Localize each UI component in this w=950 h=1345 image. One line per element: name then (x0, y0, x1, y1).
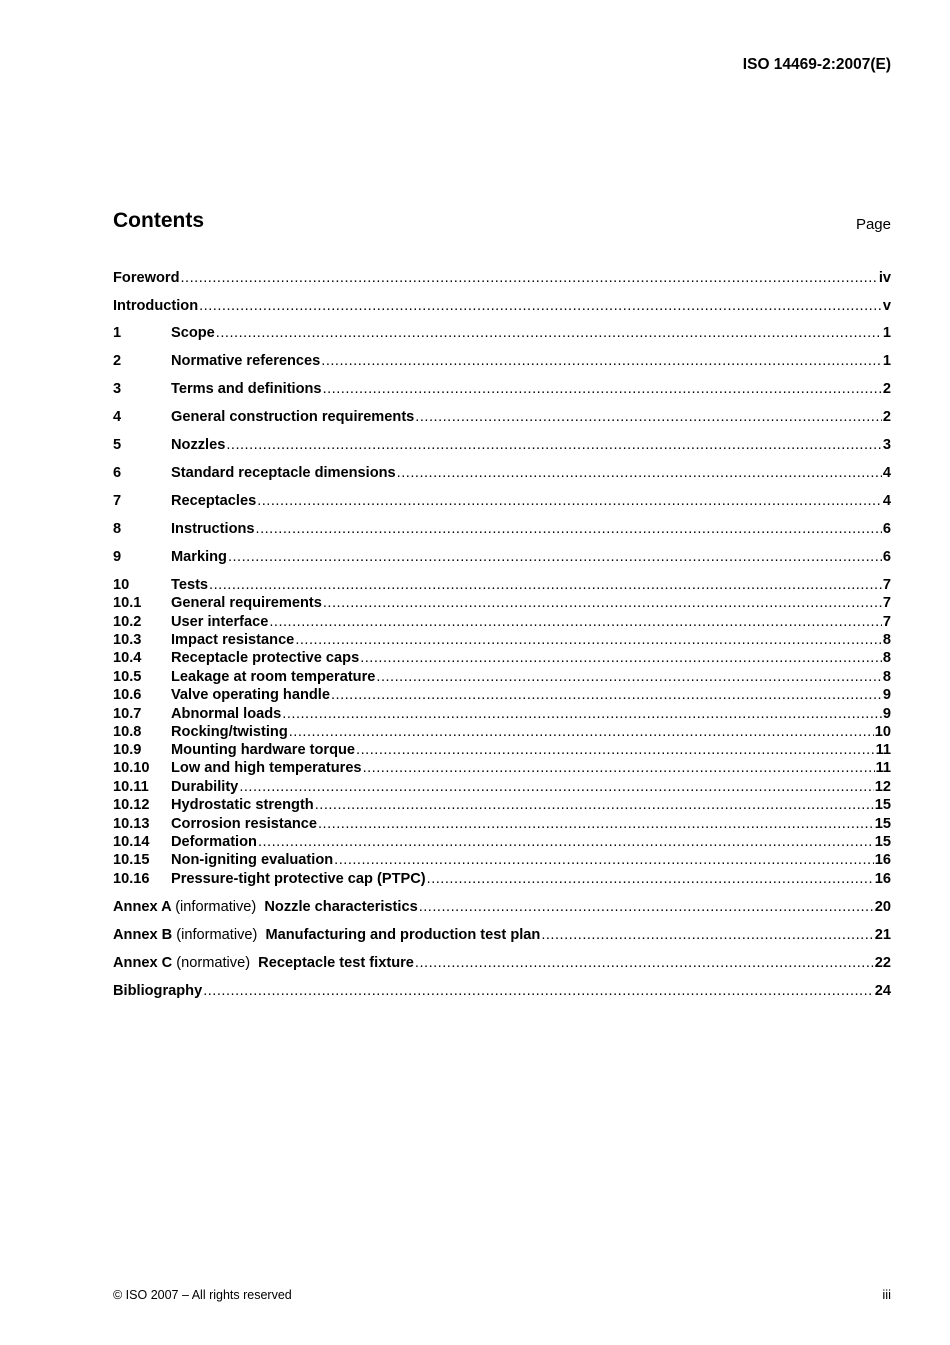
toc-entry-number: 6 (113, 465, 122, 481)
toc-entry-number: 10.7 (113, 706, 142, 722)
toc-entry-number: 9 (113, 549, 122, 565)
toc-entry[interactable] (113, 833, 891, 852)
toc-entry-page: 2 (882, 381, 891, 397)
toc-entry-number: 10.13 (113, 816, 150, 832)
dot-leader (323, 380, 882, 399)
toc-entry-number: 10.8 (113, 724, 142, 740)
toc-entry-text: Scope (171, 325, 215, 341)
toc-entry[interactable] (113, 548, 891, 567)
toc-entry-number: 10.4 (113, 650, 142, 666)
toc-entry-number: 8 (113, 521, 122, 537)
dot-leader (356, 741, 875, 760)
page-column-label: Page (855, 216, 891, 233)
toc-entry-text: Normative references (171, 353, 321, 369)
toc-entry-text: Marking (171, 549, 227, 565)
dot-leader (323, 594, 882, 613)
toc-entry-text: Introduction (113, 298, 199, 314)
toc-entry[interactable] (113, 778, 891, 797)
toc-entry[interactable] (113, 741, 891, 760)
toc-entry-text: Terms and definitions (171, 381, 322, 397)
toc-entry-number: 10 (113, 577, 130, 593)
toc-entry-text: User interface (171, 614, 269, 630)
toc-entry-number: 10.15 (113, 852, 150, 868)
toc-entry-page: 24 (874, 983, 891, 999)
toc-entry-text: Impact resistance (171, 632, 295, 648)
toc-entry-text: Corrosion resistance (171, 816, 317, 832)
toc-entry-text: Pressure-tight protective cap (PTPC) (171, 871, 426, 887)
toc-entry-number: 10.12 (113, 797, 150, 813)
dot-leader (209, 576, 882, 595)
toc-entry[interactable] (113, 380, 891, 399)
toc-entry-page: 4 (882, 493, 891, 509)
toc-entry-page: 9 (882, 706, 891, 722)
dot-leader (376, 668, 881, 687)
toc-entry-text: Instructions (171, 521, 255, 537)
toc-entry-text: Valve operating handle (171, 687, 330, 703)
toc-entry-text: Mounting hardware torque (171, 742, 356, 758)
dot-leader (419, 898, 874, 917)
dot-leader (258, 833, 874, 852)
dot-leader (541, 926, 873, 945)
toc-entry-page: 12 (874, 779, 891, 795)
dot-leader (180, 269, 877, 288)
toc-entry-number: 10.14 (113, 834, 150, 850)
dot-leader (203, 982, 874, 1001)
dot-leader (315, 796, 874, 815)
toc-entry-page: 16 (874, 871, 891, 887)
toc-entry[interactable] (113, 631, 891, 650)
dot-leader (199, 297, 882, 316)
annex-label: Annex B (113, 927, 173, 943)
toc-entry-bibliography[interactable] (113, 982, 891, 1001)
toc-entry-page: 8 (882, 650, 891, 666)
dot-leader (427, 870, 874, 889)
toc-entry-number: 10.16 (113, 871, 150, 887)
toc-entry-number: 3 (113, 381, 122, 397)
toc-entry[interactable] (113, 613, 891, 632)
toc-entry-number: 10.9 (113, 742, 142, 758)
toc-entry[interactable] (113, 352, 891, 371)
toc-entry[interactable] (113, 815, 891, 834)
toc-entry-page: 1 (882, 353, 891, 369)
dot-leader (415, 408, 882, 427)
toc-entry-page: 15 (874, 797, 891, 813)
toc-entry-annex-c[interactable] (113, 954, 891, 973)
toc-entry-text: Standard receptacle dimensions (171, 465, 396, 481)
toc-entry-number: 10.11 (113, 779, 149, 795)
toc-entry-page: 6 (882, 549, 891, 565)
toc-entry-text: Nozzles (171, 437, 226, 453)
toc-entry-text: General construction requirements (171, 409, 415, 425)
toc-entry-text: Foreword (113, 270, 180, 286)
dot-leader (360, 649, 882, 668)
dot-leader (318, 815, 874, 834)
toc-entry-page: 11 (875, 760, 891, 776)
toc-entry[interactable] (113, 723, 891, 742)
toc-entry-number: 7 (113, 493, 122, 509)
toc-entry[interactable] (113, 705, 891, 724)
dot-leader (216, 324, 882, 343)
dot-leader (415, 954, 874, 973)
toc-entry[interactable] (113, 668, 891, 687)
toc-entry[interactable] (113, 686, 891, 705)
toc-entry-page: 7 (882, 595, 891, 611)
toc-entry-number: 10.10 (113, 760, 150, 776)
toc-entry-page: 20 (874, 899, 891, 915)
toc-entry-introduction[interactable] (113, 297, 891, 316)
page-number: iii (882, 1287, 891, 1302)
toc-entry-page: 4 (882, 465, 891, 481)
toc-entry-text: Durability (171, 779, 239, 795)
toc-entry[interactable] (113, 408, 891, 427)
annex-label: Annex C (113, 955, 173, 971)
toc-entry-text: Non-igniting evaluation (171, 852, 334, 868)
toc-entry-text: General requirements (171, 595, 322, 611)
annex-title: Manufacturing and production test plan (265, 927, 541, 943)
toc-entry[interactable] (113, 464, 891, 483)
toc-entry-text (113, 954, 414, 973)
toc-entry[interactable] (113, 870, 891, 889)
toc-entry-text: Hydrostatic strength (171, 797, 314, 813)
toc-entry-page: 16 (874, 852, 891, 868)
dot-leader (269, 613, 882, 632)
toc-entry[interactable] (113, 324, 891, 343)
toc-entry-page: 2 (882, 409, 891, 425)
toc-entry-text: Abnormal loads (171, 706, 282, 722)
toc-entry-text: Tests (171, 577, 209, 593)
toc-entry[interactable] (113, 492, 891, 511)
toc-entry-number: 2 (113, 353, 122, 369)
copyright-notice: © ISO 2007 – All rights reserved (113, 1288, 292, 1302)
toc-entry-page: 1 (882, 325, 891, 341)
dot-leader (226, 436, 882, 455)
toc-entry-text: Bibliography (113, 983, 203, 999)
toc-entry-text: Rocking/twisting (171, 724, 288, 740)
toc-entry-annex-a[interactable] (113, 898, 891, 917)
toc-entry-number: 10.2 (113, 614, 142, 630)
dot-leader (363, 759, 875, 778)
toc-entry-page: 9 (882, 687, 891, 703)
toc-entry-page: 21 (874, 927, 891, 943)
toc-entry-number: 10.6 (113, 687, 142, 703)
annex-type: (normative) (176, 955, 251, 971)
dot-leader (321, 352, 882, 371)
annex-type: (informative) (175, 899, 257, 915)
toc-entry-page: 15 (874, 816, 891, 832)
toc-entry-number: 10.3 (113, 632, 142, 648)
dot-leader (282, 705, 882, 724)
toc-entry-number: 10.1 (113, 595, 142, 611)
toc-entry[interactable] (113, 796, 891, 815)
toc-entry-annex-b[interactable] (113, 926, 891, 945)
toc-entry-page: v (882, 298, 891, 314)
toc-entry-page: 6 (882, 521, 891, 537)
toc-entry-text: Low and high temperatures (171, 760, 362, 776)
toc-entry-number: 4 (113, 409, 122, 425)
toc-entry-number: 10.5 (113, 669, 142, 685)
toc-entry-page: iv (878, 270, 891, 286)
toc-entry-page: 8 (882, 632, 891, 648)
toc-entry-text (113, 898, 418, 917)
annex-type: (informative) (176, 927, 258, 943)
annex-label: Annex A (113, 899, 172, 915)
toc-entry-text: Leakage at room temperature (171, 669, 376, 685)
toc-entry[interactable] (113, 576, 891, 595)
dot-leader (239, 778, 873, 797)
toc-entry-page: 22 (874, 955, 891, 971)
dot-leader (397, 464, 882, 483)
toc-entry-page: 7 (882, 577, 891, 593)
toc-entry-page: 15 (874, 834, 891, 850)
toc-entry-foreword[interactable] (113, 269, 891, 288)
toc-entry-page: 10 (874, 724, 891, 740)
toc-entry[interactable] (113, 594, 891, 613)
toc-entry-text: Receptacles (171, 493, 257, 509)
toc-entry[interactable] (113, 649, 891, 668)
toc-entry-text: Receptacle protective caps (171, 650, 360, 666)
document-id: ISO 14469-2:2007(E) (742, 56, 891, 73)
dot-leader (295, 631, 882, 650)
dot-leader (289, 723, 874, 742)
toc-entry[interactable] (113, 759, 891, 778)
annex-title: Receptacle test fixture (258, 955, 414, 971)
dot-leader (256, 520, 882, 539)
toc-entry-page: 11 (875, 742, 891, 758)
toc-entry[interactable] (113, 436, 891, 455)
dot-leader (331, 686, 882, 705)
toc-entry-number: 1 (113, 325, 122, 341)
dot-leader (228, 548, 882, 567)
dot-leader (334, 851, 874, 870)
toc-entry-text (113, 926, 540, 945)
table-of-contents (113, 0, 891, 1100)
page-title: Contents (113, 209, 204, 232)
toc-entry-page: 3 (882, 437, 891, 453)
dot-leader (257, 492, 882, 511)
toc-entry-page: 8 (882, 669, 891, 685)
toc-entry[interactable] (113, 851, 891, 870)
toc-entry-number: 5 (113, 437, 122, 453)
toc-entry-page: 7 (882, 614, 891, 630)
toc-entry-text: Deformation (171, 834, 257, 850)
toc-entry[interactable] (113, 520, 891, 539)
annex-title: Nozzle characteristics (264, 899, 418, 915)
